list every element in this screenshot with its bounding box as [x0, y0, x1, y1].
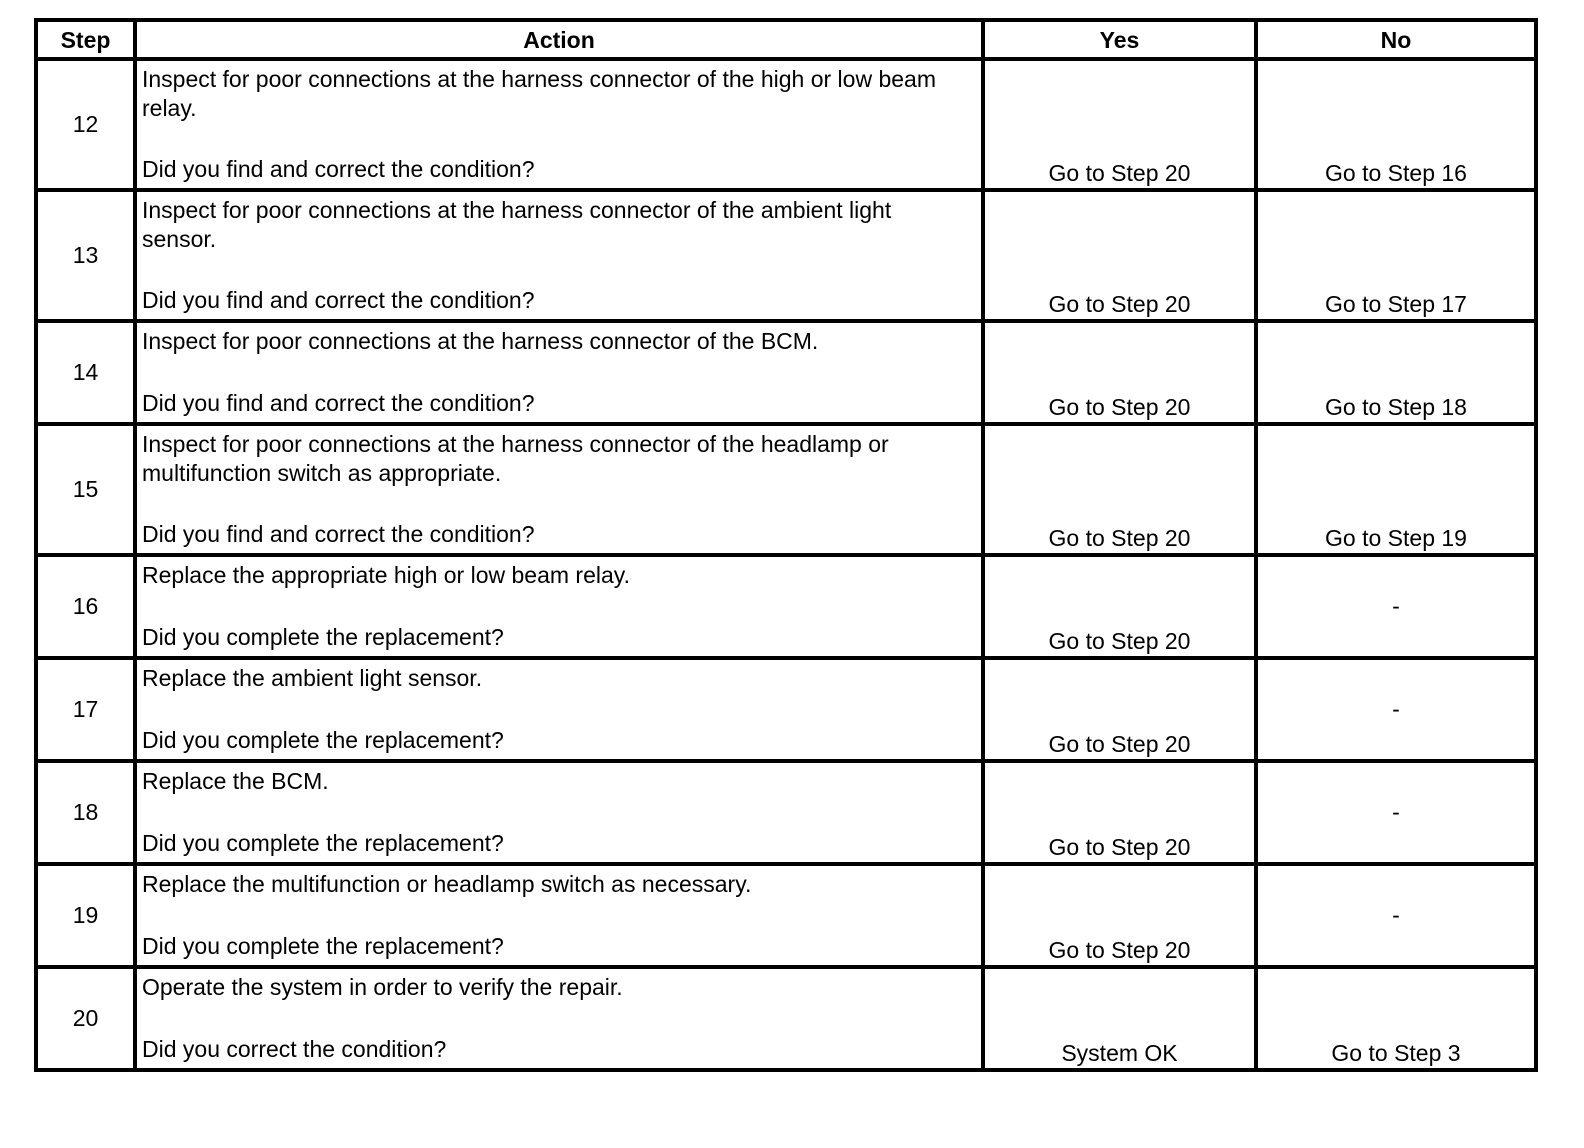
yes-result: System OK — [983, 967, 1256, 1070]
no-result: Go to Step 19 — [1256, 424, 1536, 555]
step-number: 20 — [36, 967, 135, 1070]
header-yes: Yes — [983, 20, 1256, 59]
step-number: 18 — [36, 761, 135, 864]
action-instruction: Operate the system in order to verify the repair. — [142, 974, 623, 1000]
no-result: Go to Step 16 — [1256, 59, 1536, 190]
action-cell — [135, 555, 983, 658]
action-instruction: Replace the BCM. — [142, 768, 329, 794]
step-number: 13 — [36, 190, 135, 321]
yes-result: Go to Step 20 — [983, 555, 1256, 658]
no-result: Go to Step 18 — [1256, 321, 1536, 424]
step-number: 16 — [36, 555, 135, 658]
action-instruction: Inspect for poor connections at the harness connector of the ambient light sensor. — [142, 197, 892, 252]
table-row — [36, 59, 1536, 190]
table-row — [36, 321, 1536, 424]
action-instruction: Replace the appropriate high or low beam relay. — [142, 562, 630, 588]
header-no: No — [1256, 20, 1536, 59]
table-row — [36, 555, 1536, 658]
yes-result: Go to Step 20 — [983, 658, 1256, 761]
action-instruction: Inspect for poor connections at the harness connector of the BCM. — [142, 328, 819, 354]
action-question: Did you find and correct the condition? — [142, 156, 535, 182]
action-cell — [135, 190, 983, 321]
action-instruction: Inspect for poor connections at the harness connector of the headlamp or multifunction switch as appropriate. — [142, 431, 889, 486]
yes-result: Go to Step 20 — [983, 864, 1256, 967]
step-number: 17 — [36, 658, 135, 761]
table-row — [36, 967, 1536, 1070]
action-instruction: Replace the multifunction or headlamp switch as necessary. — [142, 871, 752, 897]
step-number: 15 — [36, 424, 135, 555]
action-question: Did you complete the replacement? — [142, 727, 504, 753]
action-cell — [135, 967, 983, 1070]
yes-result: Go to Step 20 — [983, 321, 1256, 424]
action-cell — [135, 658, 983, 761]
action-question: Did you complete the replacement? — [142, 624, 504, 650]
yes-result: Go to Step 20 — [983, 424, 1256, 555]
table-row — [36, 658, 1536, 761]
action-question: Did you complete the replacement? — [142, 830, 504, 856]
yes-result: Go to Step 20 — [983, 761, 1256, 864]
header-step: Step — [36, 20, 135, 59]
no-result: Go to Step 3 — [1256, 967, 1536, 1070]
no-result: - — [1256, 555, 1536, 658]
action-question: Did you find and correct the condition? — [142, 287, 535, 313]
action-question: Did you find and correct the condition? — [142, 390, 535, 416]
step-number: 14 — [36, 321, 135, 424]
table-row — [36, 424, 1536, 555]
action-cell — [135, 864, 983, 967]
diagnostic-table — [34, 18, 1538, 1072]
yes-result: Go to Step 20 — [983, 190, 1256, 321]
no-result: - — [1256, 658, 1536, 761]
action-question: Did you correct the condition? — [142, 1036, 447, 1062]
table-row — [36, 190, 1536, 321]
step-number: 12 — [36, 59, 135, 190]
yes-result: Go to Step 20 — [983, 59, 1256, 190]
action-cell — [135, 321, 983, 424]
action-cell — [135, 424, 983, 555]
action-question: Did you complete the replacement? — [142, 933, 504, 959]
table-row — [36, 864, 1536, 967]
action-cell — [135, 59, 983, 190]
header-row — [36, 20, 1536, 59]
no-result: - — [1256, 864, 1536, 967]
action-question: Did you find and correct the condition? — [142, 521, 535, 547]
action-instruction: Inspect for poor connections at the harness connector of the high or low beam relay. — [142, 66, 936, 121]
table-row — [36, 761, 1536, 864]
action-instruction: Replace the ambient light sensor. — [142, 665, 483, 691]
action-cell — [135, 761, 983, 864]
no-result: - — [1256, 761, 1536, 864]
no-result: Go to Step 17 — [1256, 190, 1536, 321]
step-number: 19 — [36, 864, 135, 967]
header-action: Action — [135, 20, 983, 59]
